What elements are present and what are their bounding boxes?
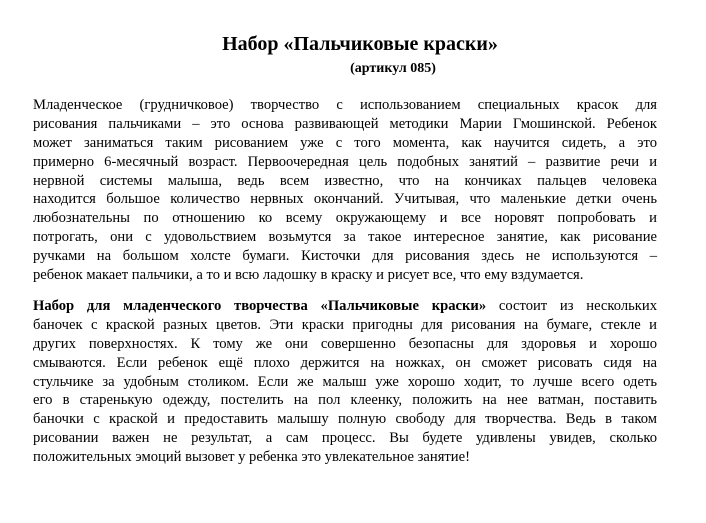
text-line: потрогать, они с удовольствием возьмутся за такое интересное занятие, как рисование — [33, 229, 657, 246]
text-line: стульчике за удобным столиком. Если же малыш уже хорошо ходит, то лучше всего одеть — [33, 373, 657, 390]
text-line: ручками на большом холсте бумаги. Кисточки для рисования здесь не используются – — [33, 248, 657, 265]
text-line: может заниматься таким рисованием уже с того момента, как научится сидеть, а это — [33, 134, 657, 151]
text-line: положительных эмоций вызовет у ребенка это увлекательное занятие! — [33, 449, 470, 466]
text-line: Младенческое (грудничковое) творчество с использованием специальных красок для — [33, 97, 657, 113]
text-line: его в старенькую одежду, постелить на пол клеенку, положить на нее ватман, поставить — [33, 392, 657, 409]
text-line: ребенок макает пальчики, а то и всю ладошку в краску и рисует все, что ему вздумается. — [33, 267, 584, 284]
text-line: нервной системы малыша, ведь всем известно, что на кончиках пальцев человека — [33, 172, 657, 189]
text-line: смываются. Если ребенок ещё плохо держится на ножках, он сможет рисовать сидя на — [33, 354, 657, 371]
text-line: примерно 6-месячный возраст. Первоочередная цель подобных занятий – развитие речи и — [33, 153, 657, 170]
document-title: Набор «Пальчиковые краски» — [222, 33, 498, 55]
text-line: других поверхностях. К тому же они совершенно безопасны для здоровья и хорошо — [33, 335, 657, 352]
text-line: находится большое количество нервных окончаний. Учитывая, что маленькие детки очень — [33, 191, 657, 208]
paragraph-set-description — [33, 297, 657, 467]
text-line: баночек с краской разных цветов. Эти краски пригодны для рисования на бумаге, стекле и — [33, 316, 657, 333]
bold-lead: Набор для младенческого творчества «Пальчиковые краски» — [33, 298, 487, 314]
text-line: Набор для младенческого творчества «Пальчиковые краски» состоит из нескольких — [33, 298, 657, 314]
article-number: (артикул 085) — [350, 61, 436, 76]
text-line: любознательны по отношению ко всему окружающему и все норовят попробовать и — [33, 210, 657, 227]
text-line: рисовании важен не результат, а сам процесс. Вы будете удивлены увидев, сколько — [33, 430, 657, 447]
text-line: рисования пальчиками – это основа развивающей методики Марии Гмошинской. Ребенок — [33, 115, 657, 132]
text-line: баночки с краской и предоставить малышу полную свободу для творчества. Ведь в таком — [33, 411, 657, 428]
paragraph-intro — [33, 96, 657, 285]
